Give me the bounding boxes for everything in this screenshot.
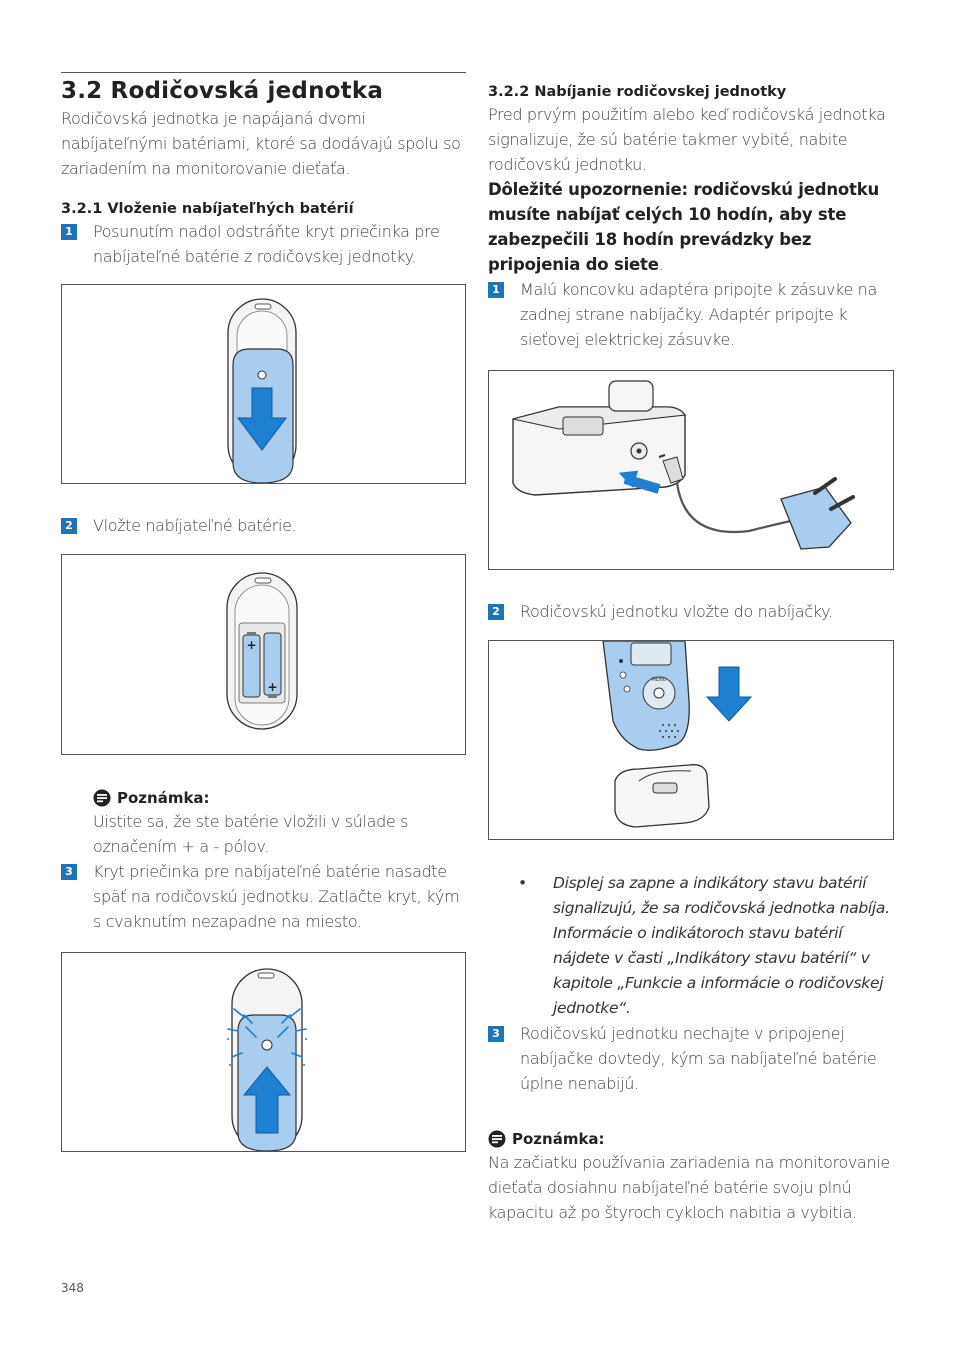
step-3-left: [61, 859, 466, 934]
step-1-left: [61, 219, 466, 269]
step-text: Vložte nabíjateľné batérie.: [93, 516, 297, 535]
step-number-badge: 1: [488, 282, 504, 298]
step-text: Malú koncovku adaptéra pripojte k zásuvke na zadnej strane nabíjačky. Adaptér pripojte k sieťovej elektrickej zásuvke.: [520, 280, 877, 349]
unit-into-charger-illustration: [489, 641, 893, 839]
figure-remove-cover: [61, 284, 466, 484]
device-menu-label: MENU: [651, 677, 667, 683]
battery-plus-label: +: [267, 680, 278, 694]
section-intro: Rodičovská jednotka je napájaná dvomi nabíjateľnými batériami, ktoré sa dodávajú spolu so zariadením na monitorovanie dieťaťa.: [61, 109, 461, 178]
bullet-dot: •: [518, 874, 527, 892]
figure-unit-into-charger: [488, 640, 894, 840]
note-left: [61, 787, 466, 859]
step-number-badge: 2: [488, 604, 504, 620]
left-column: [61, 72, 466, 1152]
step-2-left: [61, 513, 466, 538]
note-text: Na začiatku používania zariadenia na monitorovanie dieťaťa dosiahnu nabíjateľné batérie svoju plnú kapacitu až po štyroch cykloch nabitia a vybitia.: [488, 1153, 890, 1222]
battery-plus-label: +: [246, 638, 257, 652]
batteries-illustration: [62, 555, 465, 754]
note-icon: [488, 1130, 506, 1148]
note-label: Poznámka:: [512, 1130, 605, 1148]
figure-replace-cover: [61, 952, 466, 1152]
top-rule: [61, 72, 466, 73]
step-text: Posunutím nadol odstráňte kryt priečinka pre nabíjateľné batérie z rodičovskej jednotky.: [93, 222, 440, 266]
note-heading: [93, 787, 466, 809]
step-3-right: [488, 1021, 894, 1096]
step-number-badge: 2: [61, 518, 77, 534]
section-title: 3.2 Rodičovská jednotka: [61, 78, 384, 104]
step-text: Kryt priečinka pre nabíjateľné batérie nasaďte späť na rodičovskú jednotku. Zatlačte kryt, kým s cvaknutím nezapadne na miesto.: [93, 862, 460, 931]
charger-adapter-illustration: [489, 371, 893, 569]
step-text: Rodičovskú jednotku nechajte v pripojenej nabíjačke dovtedy, kým sa nabíjateľné batérie úplne nenabijú.: [520, 1024, 877, 1093]
note-text: Uistite sa, že ste batérie vložili v súlade s označením + a - pólov.: [93, 812, 409, 856]
replace-cover-illustration: [62, 953, 465, 1151]
step-number-badge: 3: [61, 864, 77, 880]
important-text: Dôležité upozornenie: rodičovskú jednotku musíte nabíjať celých 10 hodín, aby ste zabezpečili 18 hodín prevádzky bez pripojenia do siete: [488, 180, 880, 274]
note-heading: [488, 1128, 894, 1150]
page-number: 348: [61, 1281, 84, 1295]
right-intro: Pred prvým použitím alebo keď rodičovská jednotka signalizuje, že sú batérie takmer vybité, nabite rodičovskú jednotku.: [488, 105, 886, 174]
figure-charger-adapter: [488, 370, 894, 570]
important-note: [488, 177, 894, 277]
step-2-right: [488, 599, 894, 624]
right-column: [488, 72, 894, 1225]
bullet-display-info: [488, 871, 894, 1021]
note-right: [488, 1128, 894, 1225]
note-label: Poznámka:: [117, 789, 210, 807]
important-period: .: [658, 255, 664, 274]
subsection-title-321: 3.2.1 Vloženie nabíjateľhých batérií: [61, 201, 354, 217]
bullet-text: Displej sa zapne a indikátory stavu batérií signalizujú, že sa rodičovská jednotka nabíja. Informácie o indikátoroch stavu batérií nájdete v časti „Indikátory stavu batérií“ v kapitole „Funkcie a informácie o rodičovskej jednotke“.: [553, 874, 890, 1017]
subsection-title-322: 3.2.2 Nabíjanie rodičovskej jednotky: [488, 84, 787, 100]
note-icon: [93, 789, 111, 807]
step-1-right: [488, 277, 894, 352]
step-number-badge: 3: [488, 1026, 504, 1042]
step-number-badge: 1: [61, 224, 77, 240]
remove-cover-illustration: [62, 285, 465, 483]
step-text: Rodičovskú jednotku vložte do nabíjačky.: [520, 602, 833, 621]
figure-insert-batteries: [61, 554, 466, 755]
